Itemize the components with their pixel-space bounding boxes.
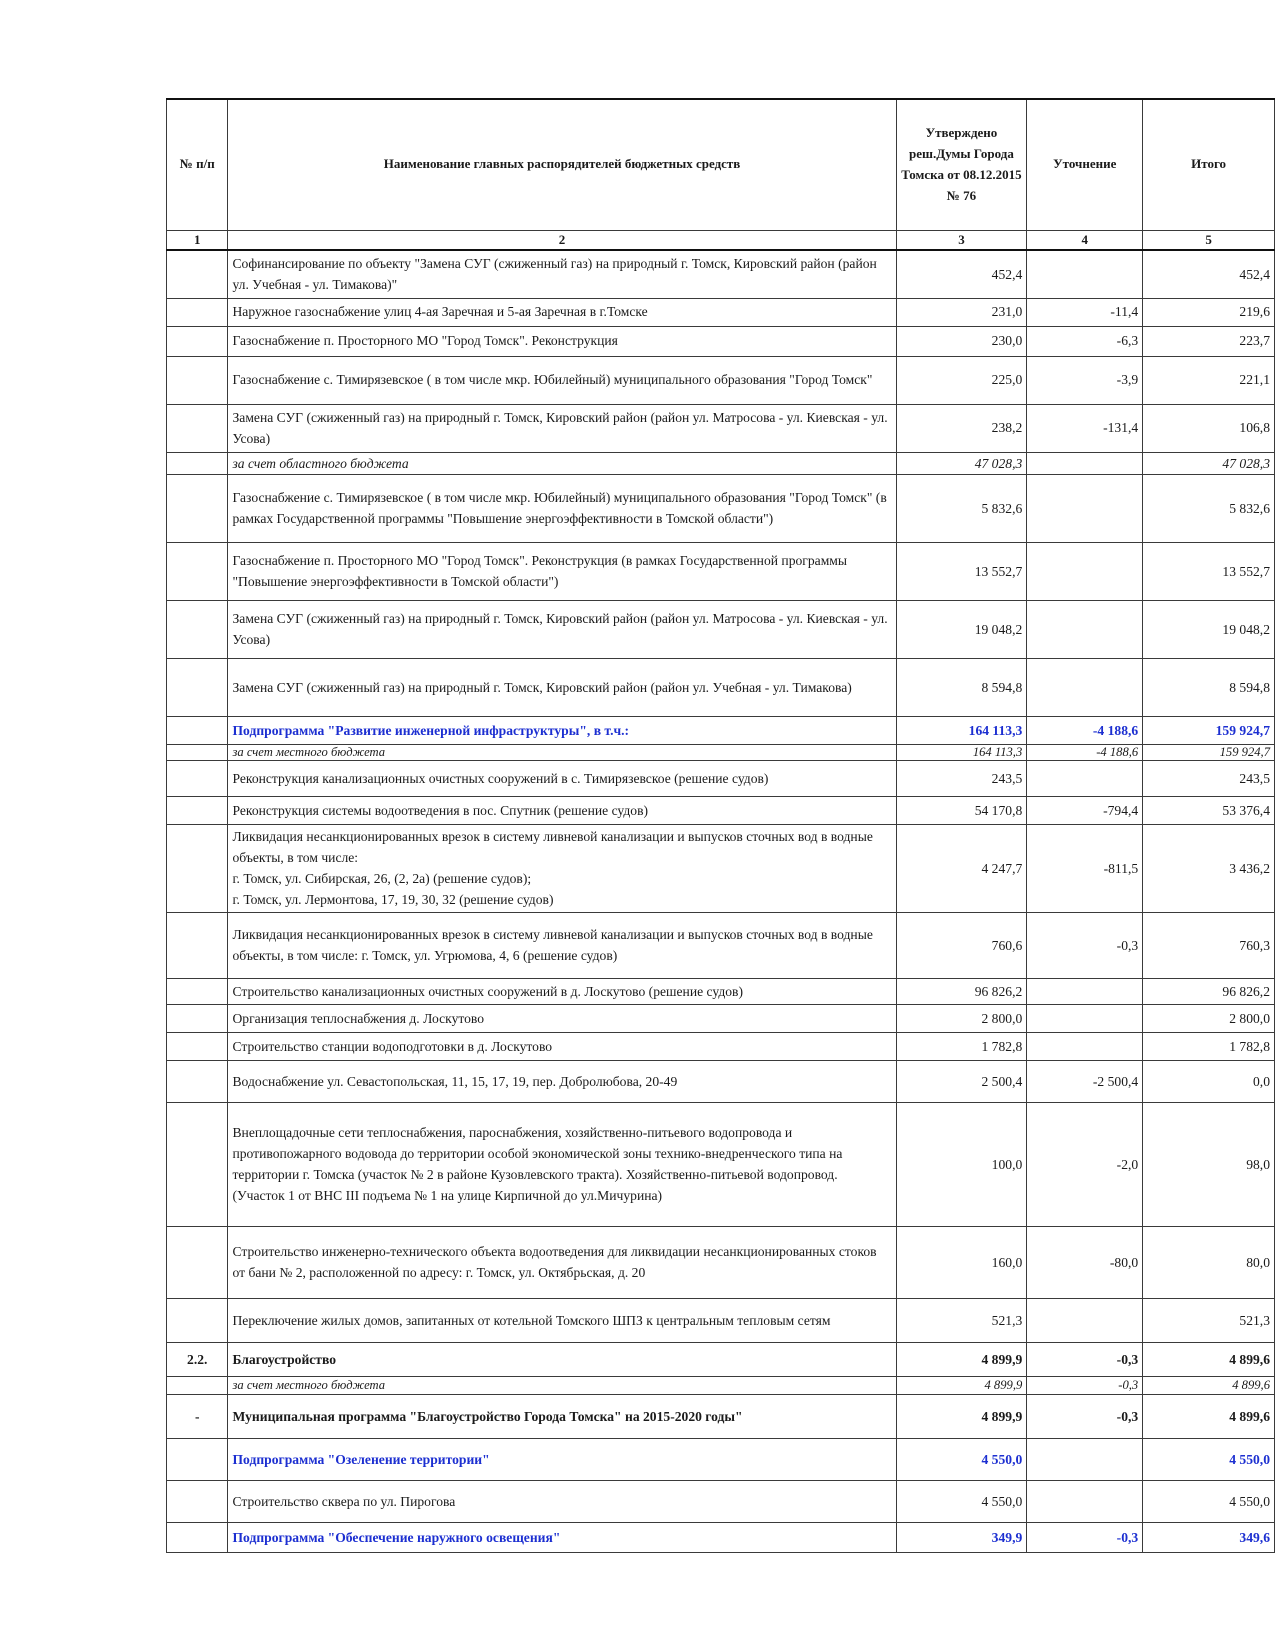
row-number <box>167 326 228 356</box>
row-name: Строительство сквера по ул. Пирогова <box>228 1480 896 1522</box>
row-name: Переключение жилых домов, запитанных от котельной Томского ШПЗ к центральным тепловым сетям <box>228 1298 896 1342</box>
row-name: Софинансирование по объекту "Замена СУГ (сжиженный газ) на природный г. Томск, Кировский район (район ул. Учебная - ул. Тимакова)" <box>228 250 896 298</box>
row-change <box>1027 1004 1143 1032</box>
col-index-1: 1 <box>167 230 228 250</box>
table-row <box>167 452 1275 474</box>
row-total: 8 594,8 <box>1143 658 1275 716</box>
row-name: Водоснабжение ул. Севастопольская, 11, 15, 17, 19, пер. Добролюбова, 20-49 <box>228 1060 896 1102</box>
row-name: Газоснабжение п. Просторного МО "Город Томск". Реконструкция (в рамках Государственной программы "Повышение энергоэффективности в Томской области") <box>228 542 896 600</box>
row-change: -0,3 <box>1027 1376 1143 1394</box>
table-row <box>167 542 1275 600</box>
table-row <box>167 1102 1275 1226</box>
row-approved: 96 826,2 <box>896 978 1027 1004</box>
row-approved: 243,5 <box>896 760 1027 796</box>
row-change: -0,3 <box>1027 1522 1143 1552</box>
row-change <box>1027 474 1143 542</box>
row-number <box>167 298 228 326</box>
row-number <box>167 600 228 658</box>
row-total: 19 048,2 <box>1143 600 1275 658</box>
table-row <box>167 760 1275 796</box>
row-approved: 1 782,8 <box>896 1032 1027 1060</box>
row-number <box>167 542 228 600</box>
row-total: 4 899,6 <box>1143 1376 1275 1394</box>
row-approved: 164 113,3 <box>896 744 1027 760</box>
row-number <box>167 796 228 824</box>
row-change: -4 188,6 <box>1027 744 1143 760</box>
row-change <box>1027 452 1143 474</box>
table-row <box>167 796 1275 824</box>
row-change: -6,3 <box>1027 326 1143 356</box>
row-name: Подпрограмма "Развитие инженерной инфраструктуры", в т.ч.: <box>228 716 896 744</box>
row-total: 47 028,3 <box>1143 452 1275 474</box>
row-total: 3 436,2 <box>1143 824 1275 912</box>
row-name: Строительство инженерно-технического объекта водоотведения для ликвидации несанкционированных стоков от бани № 2, расположенной по адресу: г. Томск, ул. Октябрьская, д. 20 <box>228 1226 896 1298</box>
row-change: -0,3 <box>1027 1342 1143 1376</box>
row-number <box>167 356 228 404</box>
budget-table <box>166 98 1275 1553</box>
row-name: Наружное газоснабжение улиц 4-ая Заречная и 5-ая Заречная в г.Томске <box>228 298 896 326</box>
row-approved: 2 500,4 <box>896 1060 1027 1102</box>
row-number <box>167 1376 228 1394</box>
row-approved: 4 899,9 <box>896 1342 1027 1376</box>
row-approved: 4 247,7 <box>896 824 1027 912</box>
row-approved: 100,0 <box>896 1102 1027 1226</box>
row-total: 219,6 <box>1143 298 1275 326</box>
row-approved: 4 899,9 <box>896 1376 1027 1394</box>
row-name: Организация теплоснабжения д. Лоскутово <box>228 1004 896 1032</box>
row-name: Замена СУГ (сжиженный газ) на природный г. Томск, Кировский район (район ул. Матросова - ул. Киевская - ул. Усова) <box>228 404 896 452</box>
row-approved: 231,0 <box>896 298 1027 326</box>
row-total: 223,7 <box>1143 326 1275 356</box>
row-approved: 13 552,7 <box>896 542 1027 600</box>
row-change: -2 500,4 <box>1027 1060 1143 1102</box>
row-number <box>167 744 228 760</box>
row-change: -3,9 <box>1027 356 1143 404</box>
table-row <box>167 298 1275 326</box>
table-row <box>167 326 1275 356</box>
table-row <box>167 1376 1275 1394</box>
row-change <box>1027 1480 1143 1522</box>
row-change: -131,4 <box>1027 404 1143 452</box>
row-total: 243,5 <box>1143 760 1275 796</box>
row-number <box>167 452 228 474</box>
row-number: 2.2. <box>167 1342 228 1376</box>
row-approved: 160,0 <box>896 1226 1027 1298</box>
row-name: Газоснабжение с. Тимирязевское ( в том числе мкр. Юбилейный) муниципального образования "Город Томск" <box>228 356 896 404</box>
row-number <box>167 1060 228 1102</box>
row-number <box>167 760 228 796</box>
row-total: 349,6 <box>1143 1522 1275 1552</box>
row-name: Строительство станции водоподготовки в д. Лоскутово <box>228 1032 896 1060</box>
row-name: Внеплощадочные сети теплоснабжения, пароснабжения, хозяйственно-питьевого водопровода и противопожарного водовода до территории особой экономической зоны технико-внедренческого типа на территории г. Томска (участок № 2 в районе Кузовлевского тракта). Хозяйственно-питьевой водопровод. (Участок 1 от ВНС III подъема № 1 на улице Кирпичной до ул.Мичурина) <box>228 1102 896 1226</box>
row-change <box>1027 542 1143 600</box>
row-name: за счет областного бюджета <box>228 452 896 474</box>
row-name: Газоснабжение с. Тимирязевское ( в том числе мкр. Юбилейный) муниципального образования "Город Томск" (в рамках Государственной программы "Повышение энергоэффективности в Томской области") <box>228 474 896 542</box>
row-approved: 230,0 <box>896 326 1027 356</box>
row-change: -2,0 <box>1027 1102 1143 1226</box>
row-change <box>1027 1298 1143 1342</box>
col-index-5: 5 <box>1143 230 1275 250</box>
row-name: Подпрограмма "Озеленение территории" <box>228 1438 896 1480</box>
row-name: Муниципальная программа "Благоустройство Города Томска" на 2015-2020 годы" <box>228 1394 896 1438</box>
table-row <box>167 1438 1275 1480</box>
row-name: Ликвидация несанкционированных врезок в систему ливневой канализации и выпусков сточных вод в водные объекты, в том числе: г. Томск, ул. Сибирская, 26, (2, 2а) (решение судов); г. Томск, ул. Лермонтова, 17, 19, 30, 32 (решение судов) <box>228 824 896 912</box>
row-change: -4 188,6 <box>1027 716 1143 744</box>
row-change: -0,3 <box>1027 912 1143 978</box>
row-number <box>167 474 228 542</box>
row-total: 98,0 <box>1143 1102 1275 1226</box>
row-approved: 8 594,8 <box>896 658 1027 716</box>
row-change: -80,0 <box>1027 1226 1143 1298</box>
row-number <box>167 716 228 744</box>
row-total: 4 899,6 <box>1143 1394 1275 1438</box>
row-approved: 47 028,3 <box>896 452 1027 474</box>
row-total: 760,3 <box>1143 912 1275 978</box>
row-approved: 349,9 <box>896 1522 1027 1552</box>
row-number <box>167 1298 228 1342</box>
table-row <box>167 474 1275 542</box>
col-index-3: 3 <box>896 230 1027 250</box>
row-approved: 238,2 <box>896 404 1027 452</box>
row-change <box>1027 760 1143 796</box>
table-row <box>167 1032 1275 1060</box>
row-change <box>1027 250 1143 298</box>
row-approved: 2 800,0 <box>896 1004 1027 1032</box>
row-change <box>1027 1032 1143 1060</box>
row-change <box>1027 658 1143 716</box>
row-total: 2 800,0 <box>1143 1004 1275 1032</box>
row-total: 80,0 <box>1143 1226 1275 1298</box>
row-total: 4 899,6 <box>1143 1342 1275 1376</box>
table-row <box>167 744 1275 760</box>
row-change: -811,5 <box>1027 824 1143 912</box>
row-number <box>167 1226 228 1298</box>
row-total: 221,1 <box>1143 356 1275 404</box>
row-approved: 4 550,0 <box>896 1438 1027 1480</box>
row-name: Реконструкция системы водоотведения в пос. Спутник (решение судов) <box>228 796 896 824</box>
row-number <box>167 912 228 978</box>
row-number <box>167 1004 228 1032</box>
row-name: Строительство канализационных очистных сооружений в д. Лоскутово (решение судов) <box>228 978 896 1004</box>
row-total: 106,8 <box>1143 404 1275 452</box>
row-approved: 760,6 <box>896 912 1027 978</box>
row-total: 452,4 <box>1143 250 1275 298</box>
row-name: за счет местного бюджета <box>228 744 896 760</box>
table-row <box>167 1480 1275 1522</box>
row-total: 13 552,7 <box>1143 542 1275 600</box>
table-row <box>167 1004 1275 1032</box>
table-row <box>167 658 1275 716</box>
row-number <box>167 404 228 452</box>
table-row <box>167 250 1275 298</box>
table-row <box>167 824 1275 912</box>
row-approved: 19 048,2 <box>896 600 1027 658</box>
row-number <box>167 978 228 1004</box>
row-number: - <box>167 1394 228 1438</box>
table-row <box>167 404 1275 452</box>
row-approved: 164 113,3 <box>896 716 1027 744</box>
table-row <box>167 978 1275 1004</box>
row-total: 4 550,0 <box>1143 1438 1275 1480</box>
row-name: Замена СУГ (сжиженный газ) на природный г. Томск, Кировский район (район ул. Учебная - ул. Тимакова) <box>228 658 896 716</box>
row-change <box>1027 978 1143 1004</box>
row-approved: 521,3 <box>896 1298 1027 1342</box>
table-row <box>167 1226 1275 1298</box>
row-name: Подпрограмма "Обеспечение наружного освещения" <box>228 1522 896 1552</box>
table-body <box>167 250 1275 1552</box>
table-row <box>167 716 1275 744</box>
row-name: за счет местного бюджета <box>228 1376 896 1394</box>
table-row <box>167 1522 1275 1552</box>
row-total: 159 924,7 <box>1143 716 1275 744</box>
row-total: 96 826,2 <box>1143 978 1275 1004</box>
row-total: 5 832,6 <box>1143 474 1275 542</box>
table-row <box>167 1298 1275 1342</box>
col-header-name: Наименование главных распорядителей бюджетных средств <box>228 99 896 230</box>
row-number <box>167 1438 228 1480</box>
row-number <box>167 250 228 298</box>
table-row <box>167 912 1275 978</box>
row-approved: 54 170,8 <box>896 796 1027 824</box>
row-number <box>167 658 228 716</box>
row-change: -0,3 <box>1027 1394 1143 1438</box>
row-total: 159 924,7 <box>1143 744 1275 760</box>
row-total: 521,3 <box>1143 1298 1275 1342</box>
row-change <box>1027 1438 1143 1480</box>
col-header-no: № п/п <box>167 99 228 230</box>
row-total: 4 550,0 <box>1143 1480 1275 1522</box>
row-number <box>167 1522 228 1552</box>
row-change: -11,4 <box>1027 298 1143 326</box>
row-total: 0,0 <box>1143 1060 1275 1102</box>
table-row <box>167 1342 1275 1376</box>
row-change: -794,4 <box>1027 796 1143 824</box>
col-header-approved: Утверждено реш.Думы Города Томска от 08.12.2015 № 76 <box>896 99 1027 230</box>
row-name: Ликвидация несанкционированных врезок в систему ливневой канализации и выпусков сточных вод в водные объекты, в том числе: г. Томск, ул. Угрюмова, 4, 6 (решение судов) <box>228 912 896 978</box>
table-row <box>167 600 1275 658</box>
col-index-2: 2 <box>228 230 896 250</box>
table-row <box>167 1394 1275 1438</box>
col-index-4: 4 <box>1027 230 1143 250</box>
row-name: Замена СУГ (сжиженный газ) на природный г. Томск, Кировский район (район ул. Матросова - ул. Киевская - ул. Усова) <box>228 600 896 658</box>
row-approved: 452,4 <box>896 250 1027 298</box>
row-approved: 225,0 <box>896 356 1027 404</box>
col-header-change: Уточнение <box>1027 99 1143 230</box>
table-row <box>167 1060 1275 1102</box>
col-header-total: Итого <box>1143 99 1275 230</box>
row-number <box>167 1032 228 1060</box>
row-number <box>167 824 228 912</box>
row-approved: 5 832,6 <box>896 474 1027 542</box>
row-total: 53 376,4 <box>1143 796 1275 824</box>
table-row <box>167 356 1275 404</box>
row-name: Благоустройство <box>228 1342 896 1376</box>
row-approved: 4 550,0 <box>896 1480 1027 1522</box>
row-number <box>167 1102 228 1226</box>
row-total: 1 782,8 <box>1143 1032 1275 1060</box>
row-name: Газоснабжение п. Просторного МО "Город Томск". Реконструкция <box>228 326 896 356</box>
row-number <box>167 1480 228 1522</box>
row-name: Реконструкция канализационных очистных сооружений в с. Тимирязевское (решение судов) <box>228 760 896 796</box>
row-change <box>1027 600 1143 658</box>
row-approved: 4 899,9 <box>896 1394 1027 1438</box>
